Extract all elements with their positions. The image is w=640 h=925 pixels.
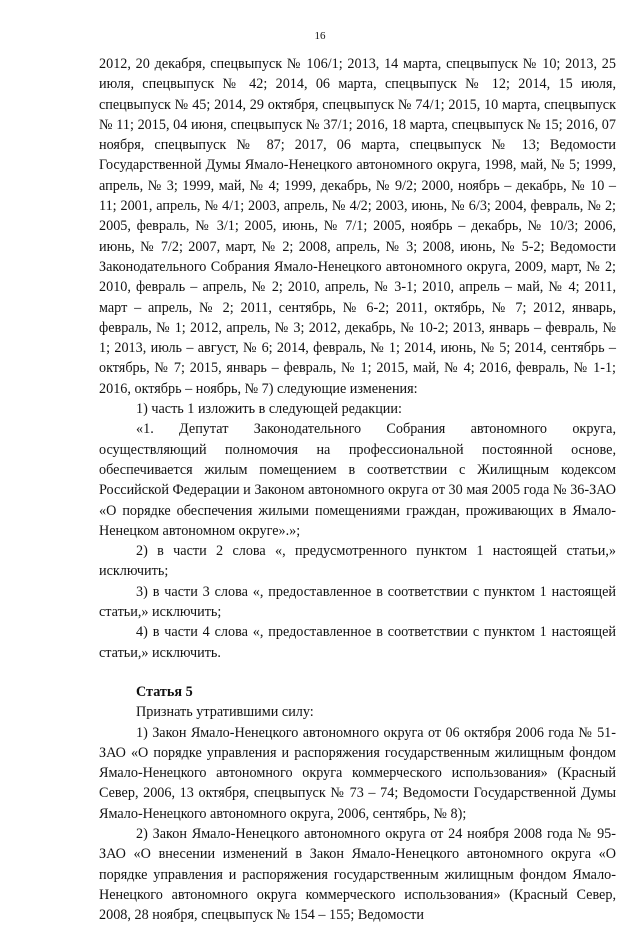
page-number: 16 [314, 30, 326, 42]
repealed-law-item-2: 2) Закон Ямало-Ненецкого автономного округа от 24 ноября 2008 года № 95-ЗАО «О внесении изменений в Закон Ямало-Ненецкого автономного округа «О порядке управления и распоряжения государственным жилищным фондом Ямало-Ненецкого автономного округа коммерческого использования» (Красный Север, 2008, 28 ноября, спецвыпуск № 154 – 155; Ведомости [99, 825, 616, 924]
amendment-item-1: 1) часть 1 изложить в следующей редакции: [136, 401, 402, 418]
amendment-item-2: 2) в части 2 слова «, предусмотренного пунктом 1 настоящей статьи,» исключить; [99, 543, 616, 580]
repealed-law-item-1: 1) Закон Ямало-Ненецкого автономного округа от 06 октября 2006 года № 51-ЗАО «О порядке управления и распоряжения государственным жилищным фондом Ямало-Ненецкого автономного округа коммерческого использования» (Красный Север, 2006, 13 октября, спецвыпуск № 73 – 74; Ведомости Государственной Думы Ямало-Ненецкого автономного округа, 2006, сентябрь, № 8); [99, 724, 616, 822]
continuation-paragraph: 2012, 20 декабря, спецвыпуск № 106/1; 2013, 14 марта, спецвыпуск № 10; 2013, 25 июля, спецвыпуск № 42; 2014, 06 марта, спецвыпуск № 12; 2014, 15 июля, спецвыпуск № 45; 2014, 29 октября, спецвыпуск № 74/1; 2015, 10 марта, спецвыпуск № 11; 2015, 04 июня, спецвыпуск № 37/1; 2016, 18 марта, спецвыпуск № 15; 2016, 07 ноября, спецвыпуск № 87; 2017, 06 марта, спецвыпуск № 13; Ведомости Государственной Думы Ямало-Ненецкого автономного округа, 1998, май, № 5; 1999, апрель, № 3; 1999, май, № 4; 1999, декабрь, № 9/2; 2000, ноябрь – декабрь, № 10 – 11; 2001, апрель, № 4/1; 2003, апрель, № 4/2; 2003, июнь, № 6/3; 2004, февраль, № 2; 2005, февраль, № 3/1; 2005, июнь, № 7/1; 2005, ноябрь – декабрь, № 10/3; 2006, июнь, № 7/2; 2007, март, № 2; 2008, апрель, № 3; 2008, июнь, № 5-2; Ведомости Законодательного Собрания Ямало-Ненецкого автономного округа, 2009, март, № 2; 2010, февраль – апрель, № 2; 2010, апрель, № 3-1; 2010, апрель – май, № 4; 2011, март – апрель, № 2; 2011, сентябрь, № 6-2; 2011, октябрь, № 7; 2012, январь, февраль, № 1; 2012, апрель, № 3; 2012, декабрь, № 10-2; 2013, январь – февраль, № 1; 2013, июль – август, № 6; 2014, февраль, № 1; 2014, июнь, № 5; 2014, сентябрь – октябрь, № 7; 2015, январь – февраль, № 1; 2015, май, № 4; 2016, февраль, № 1-1; 2016, октябрь – ноябрь, № 7) следующие изменения: [99, 56, 616, 397]
amendment-item-3: 3) в части 3 слова «, предоставленное в соответствии с пунктом 1 настоящей статьи,» исключить; [99, 583, 616, 621]
article-heading: Статья 5 [136, 683, 193, 700]
document-body [99, 54, 616, 925]
amendment-item-4: 4) в части 4 слова «, предоставленное в соответствии с пунктом 1 настоящей статьи,» исключить. [99, 624, 616, 661]
amendment-quoted-text: «1. Депутат Законодательного Собрания автономного округа, осуществляющий полномочия на профессиональной постоянной основе, обеспечивается жилым помещением в соответствии с Жилищным кодексом Российской Федерации и Законом автономного округа от 30 мая 2005 года № 36-ЗАО «О порядке обеспечения жилыми помещениями граждан, проживающих в Ямало-Ненецком автономном округе».»; [99, 421, 616, 539]
article-intro: Признать утратившими силу: [136, 704, 314, 721]
